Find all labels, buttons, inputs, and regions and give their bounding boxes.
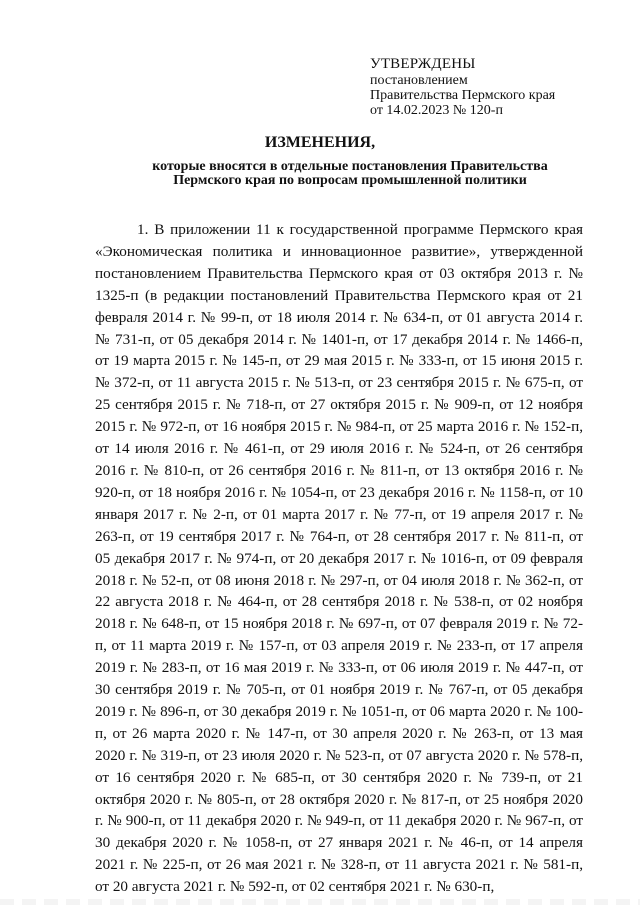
approval-line-2: Правительства Пермского края [370, 88, 556, 103]
approval-line-3: от 14.02.2023 № 120-п [370, 103, 503, 118]
scan-edge-artifact [0, 899, 640, 905]
document-subtitle [70, 160, 630, 188]
paragraph-1: 1. В приложении 11 к государственной программе Пермского края «Экономическая политика и инновационное развитие», утвержденной постановлением Правительства Пермского края от 03 октября 2013 г. № 1325-п (в редакции постановлений Правительства Пермского края от 21 февраля 2014 г. № 99-п, от 18 июля 2014 г. № 634-п, от 01 августа 2014 г. № 731-п, от 05 декабря 2014 г. № 1401-п, от 17 декабря 2014 г. № 1466-п, от 19 марта 2015 г. № 145-п, от 29 мая 2015 г. № 333-п, от 15 июня 2015 г. № 372-п, от 11 августа 2015 г. № 513-п, от 23 сентября 2015 г. № 675-п, от 25 сентября 2015 г. № 718-п, от 27 октября 2015 г. № 909-п, от 12 ноября 2015 г. № 972-п, от 16 ноября 2015 г. № 984-п, от 25 марта 2016 г. № 152-п, от 14 июля 2016 г. № 461-п, от 29 июля 2016 г. № 524-п, от 26 сентября 2016 г. № 810-п, от 26 сентября 2016 г. № 811-п, от 13 октября 2016 г. № 920-п, от 18 ноября 2016 г. № 1054-п, от 23 декабря 2016 г. № 1158-п, от 10 января 2017 г. № 2-п, от 01 марта 2017 г. № 77-п, от 19 апреля 2017 г. № 263-п, от 19 сентября 2017 г. № 764-п, от 28 сентября 2017 г. № 811-п, от 05 декабря 2017 г. № 974-п, от 20 декабря 2017 г. № 1016-п, от 09 февраля 2018 г. № 52-п, от 08 июня 2018 г. № 297-п, от 04 июля 2018 г. № 362-п, от 22 августа 2018 г. № 464-п, от 28 сентября 2018 г. № 538-п, от 02 ноября 2018 г. № 648-п, от 15 ноября 2018 г. № 697-п, от 07 февраля 2019 г. № 72-п, от 11 марта 2019 г. № 157-п, от 03 апреля 2019 г. № 233-п, от 17 апреля 2019 г. № 283-п, от 16 мая 2019 г. № 333-п, от 06 июля 2019 г. № 447-п, от 30 сентября 2019 г. № 705-п, от 01 ноября 2019 г. № 767-п, от 05 декабря 2019 г. № 896-п, от 30 декабря 2019 г. № 1051-п, от 06 марта 2020 г. № 100-п, от 26 марта 2020 г. № 147-п, от 30 апреля 2020 г. № 263-п, от 13 мая 2020 г. № 319-п, от 23 июля 2020 г. № 523-п, от 07 августа 2020 г. № 578-п, от 16 сентября 2020 г. № 685-п, от 30 сентября 2020 г. № 739-п, от 21 октября 2020 г. № 805-п, от 28 октября 2020 г. № 817-п, от 25 ноября 2020 г. № 900-п, от 11 декабря 2020 г. № 949-п, от 11 декабря 2020 г. № 967-п, от 30 декабря 2020 г. № 1058-п, от 27 января 2021 г. № 46-п, от 14 апреля 2021 г. № 225-п, от 26 мая 2021 г. № 328-п, от 11 августа 2021 г. № 581-п, от 20 августа 2021 г. № 592-п, от 02 сентября 2021 г. № 630-п, [95, 221, 583, 896]
subtitle-line-2: Пермского края по вопросам промышленной политики [173, 173, 527, 188]
approval-line-1: постановлением [370, 73, 468, 88]
document-title: ИЗМЕНЕНИЯ, [264, 134, 376, 151]
approval-heading: УТВЕРЖДЕНЫ [370, 56, 476, 72]
subtitle-line-1: которые вносятся в отдельные постановления Правительства [152, 159, 548, 174]
approval-stamp [370, 56, 610, 118]
